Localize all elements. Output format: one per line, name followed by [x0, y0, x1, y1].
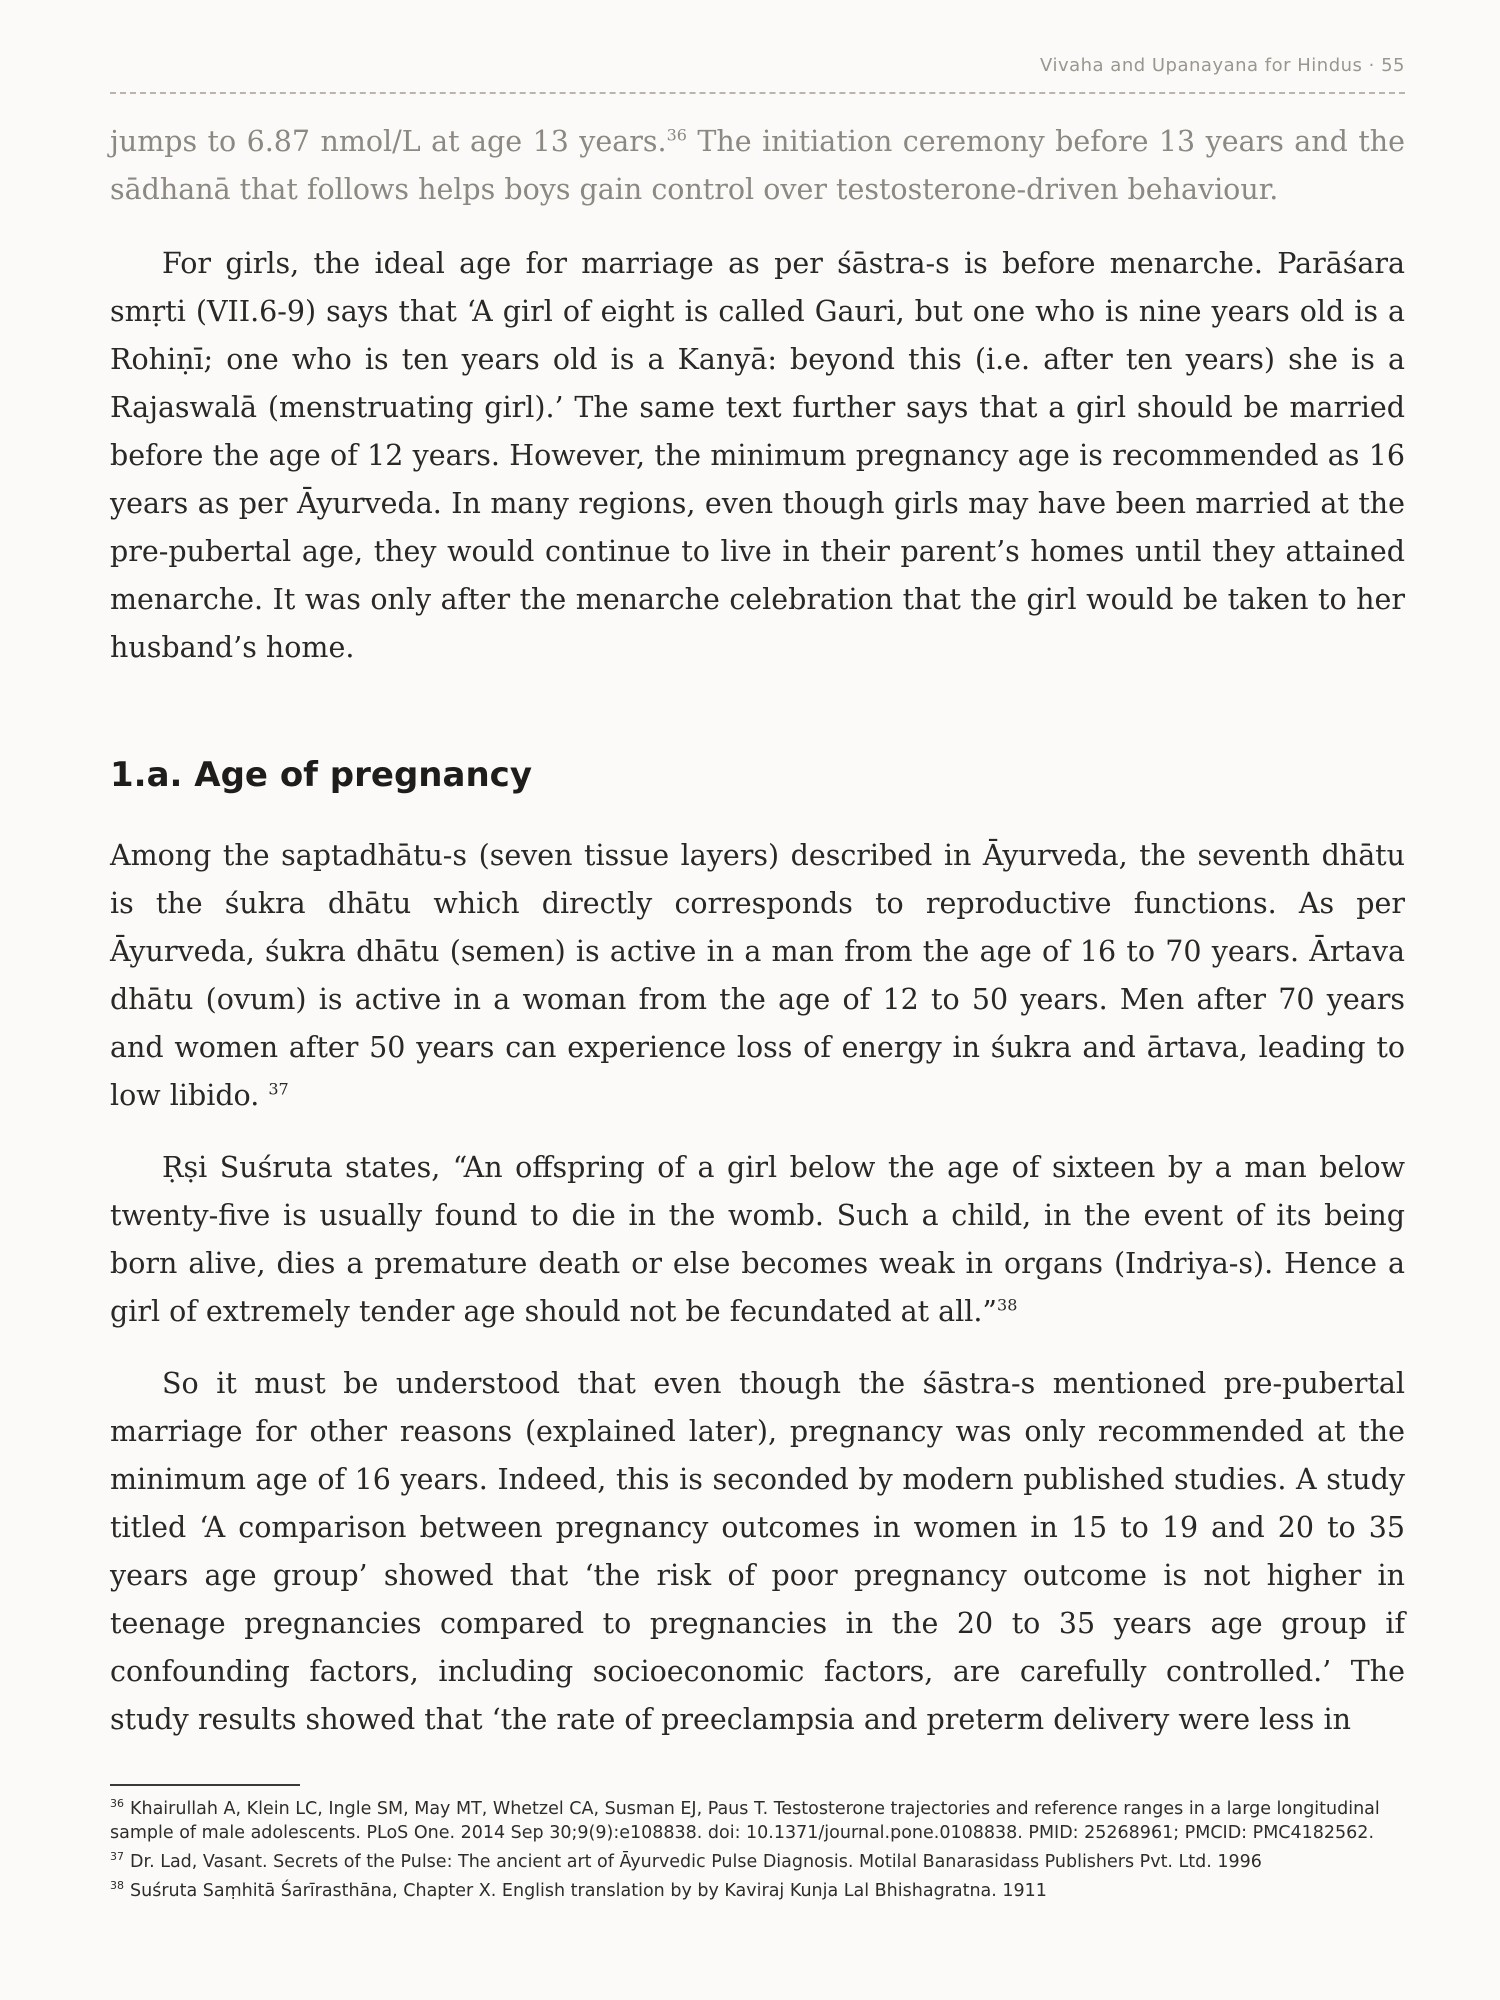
footnote-number: 37 — [110, 1849, 124, 1863]
footnote-text: Dr. Lad, Vasant. Secrets of the Pulse: The ancient art of Āyurvedic Pulse Diagnosis. Motilal Banarasidass Publishers Pvt. Ltd. 1996 — [130, 1851, 1262, 1872]
paragraph-saptadhatu — [110, 832, 1405, 1120]
paragraph-text: Among the saptadhātu-s (seven tissue layers) described in Āyurveda, the seventh dhātu is the śukra dhātu which directly corresponds to reproductive functions. As per Āyurveda, śukra dhātu (semen) is active in a man from the age of 16 to 70 years. Ārtava dhātu (ovum) is active in a woman from the age of 12 to 50 years. Men after 70 years and women after 50 years can experience loss of energy in śukra and ārtava, leading to low libido. — [110, 839, 1405, 1112]
paragraph-text: jumps to 6.87 nmol/L at age 13 years. — [110, 125, 667, 158]
footnote-ref: 36 — [666, 125, 687, 145]
paragraph-text: The initiation ceremony before 13 years and the sādhanā that follows helps boys gain control over testosterone-driven behaviour. — [110, 125, 1405, 206]
footnote — [110, 1792, 1405, 1845]
footnote — [110, 1845, 1405, 1874]
paragraph-susruta-quote — [110, 1144, 1405, 1336]
header-rule — [110, 92, 1405, 94]
paragraph-pregnancy-study: So it must be understood that even though the śāstra-s mentioned pre-pubertal marriage for other reasons (explained later), pregnancy was only recommended at the minimum age of 16 years. Indeed, this is seconded by modern published studies. A study titled ‘A comparison between pregnancy outcomes in women in 15 to 19 and 20 to 35 years age group’ showed that ‘the risk of poor pregnancy outcome is not higher in teenage pregnancies compared to pregnancies in the 20 to 35 years age group if confounding factors, including socioeconomic factors, are carefully controlled.’ The study results showed that ‘the rate of preeclampsia and preterm delivery were less in — [110, 1367, 1405, 1736]
paragraph-girls-marriage-age: For girls, the ideal age for marriage as per śāstra-s is before menarche. Parāśara smṛti (VII.6-9) says that ‘A girl of eight is called Gauri, but one who is nine years old is a Rohiṇī; one who is ten years old is a Kanyā: beyond this (i.e. after ten years) she is a Rajaswalā (menstruating girl).’ The same text further says that a girl should be married before the age of 12 years. However, the minimum pregnancy age is recommended as 16 years as per Āyurveda. In many regions, even though girls may have been married at the pre-pubertal age, they would continue to live in their parent’s homes until they attained menarche. It was only after the menarche celebration that the girl would be taken to her husband’s home. — [110, 247, 1405, 664]
footnote-number: 36 — [110, 1797, 124, 1810]
footnote-number: 38 — [110, 1878, 124, 1892]
footnote-ref: 37 — [268, 1079, 289, 1099]
footnote-text: Khairullah A, Klein LC, Ingle SM, May MT, Whetzel CA, Susman EJ, Paus T. Testosterone trajectories and reference ranges in a large longitudinal sample of male adolescents. PLoS One. 2014 Sep 30;9(9):e108838. doi: 10.1371/journal.pone.0108838. PMID: 25268961; PMCID: PMC4182562. — [110, 1798, 1380, 1843]
running-head: Vivaha and Upanayana for Hindus · 55 — [1040, 55, 1405, 76]
paragraph-text: Ṛṣi Suśruta states, “An offspring of a girl below the age of sixteen by a man below twenty-five is usually found to die in the womb. Such a child, in the event of its being born alive, dies a premature death or else becomes weak in organs (Indriya-s). Hence a girl of extremely tender age should not be fecundated at all.” — [110, 1151, 1405, 1328]
paragraph-continued — [110, 118, 1405, 214]
footnotes — [110, 1792, 1405, 1902]
footnote-rule — [110, 1784, 300, 1786]
footnote — [110, 1874, 1405, 1903]
footnote-ref: 38 — [997, 1295, 1018, 1315]
section-heading: 1.a. Age of pregnancy — [110, 755, 532, 795]
footnote-text: Suśruta Saṃhitā Śarīrasthāna, Chapter X. English translation by by Kaviraj Kunja Lal Bhishagratna. 1911 — [130, 1880, 1047, 1901]
